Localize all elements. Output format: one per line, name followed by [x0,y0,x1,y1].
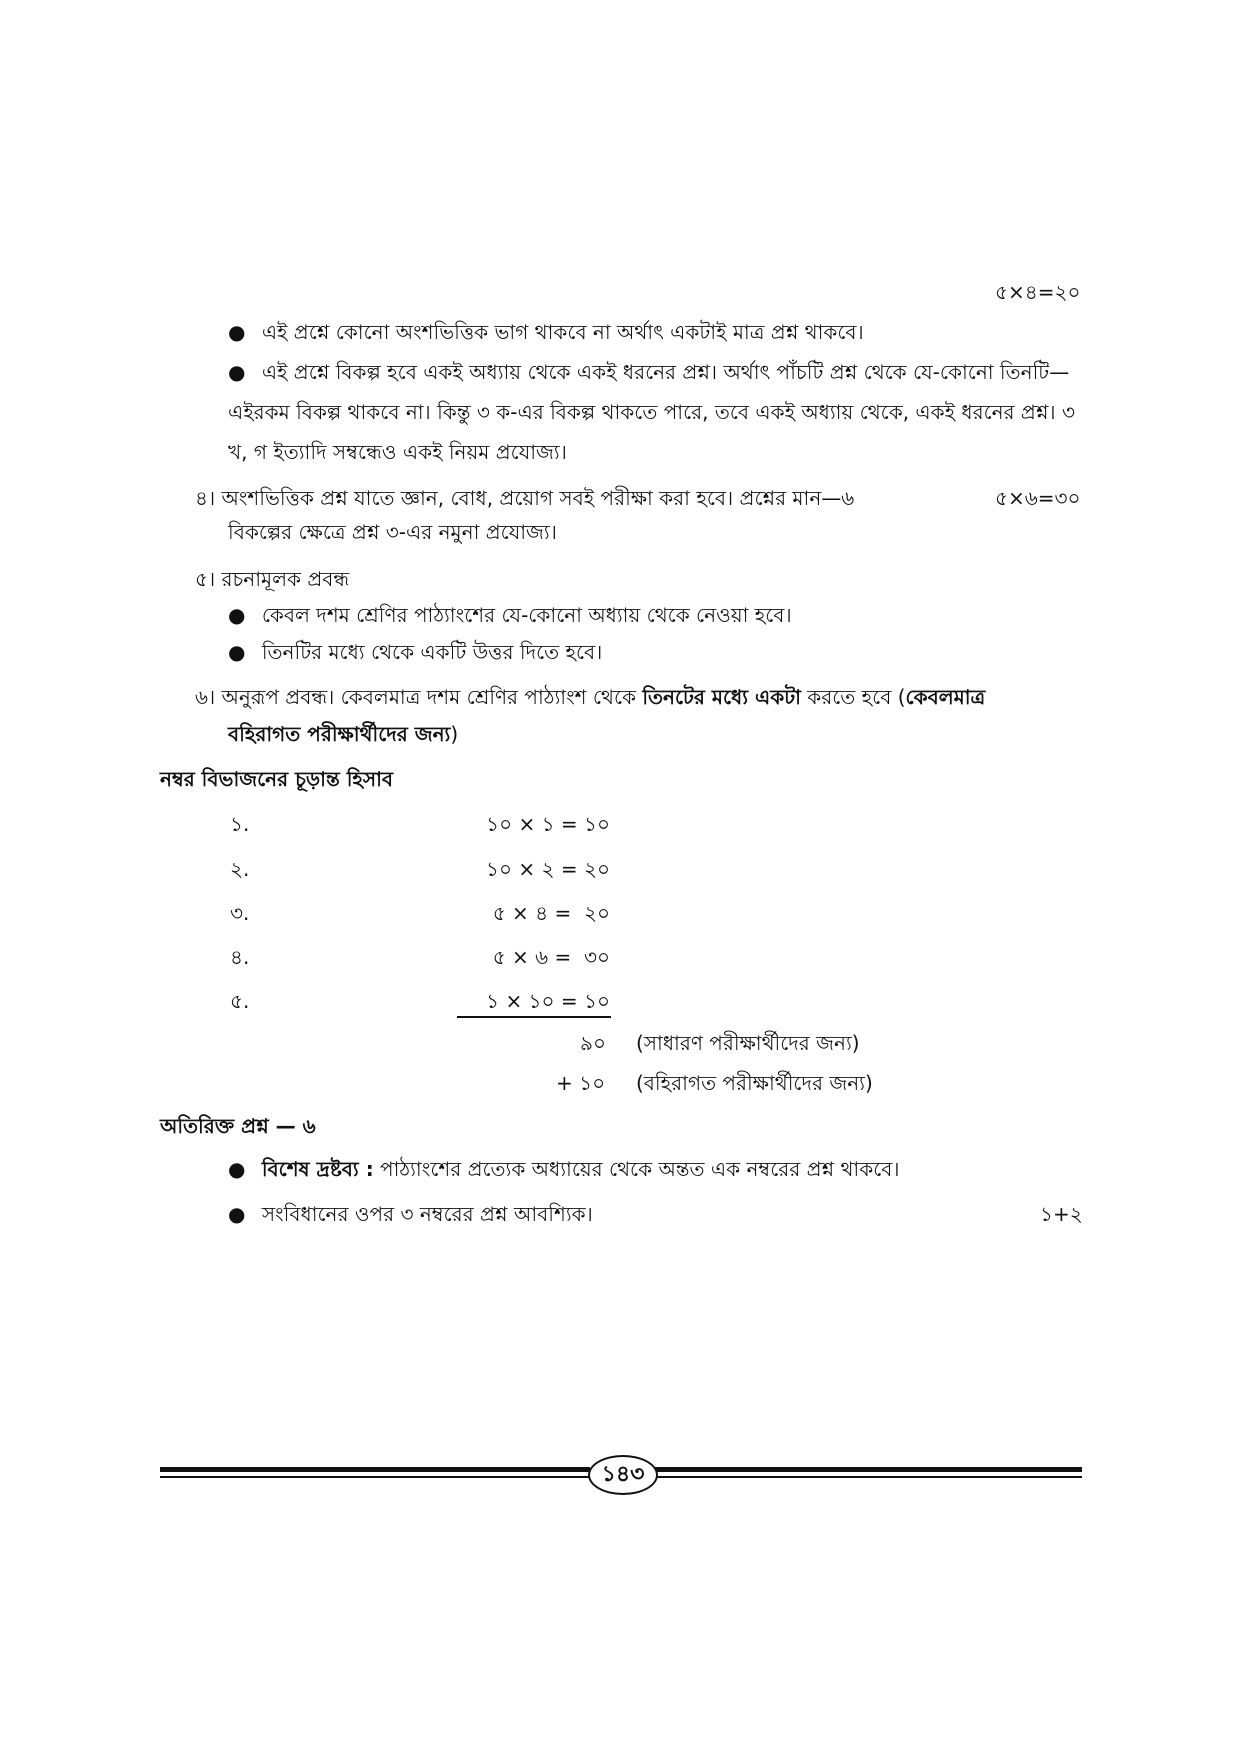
q5-heading: ৫। রচনামূলক প্রবন্ধ [195,567,350,591]
q6-part-2: করতে হবে ( [800,685,906,709]
extra-bullet-2 [228,1200,593,1233]
q5-bullet-2 [228,638,602,671]
footer-rule-left-thin [160,1476,590,1478]
q3-marks: ৫×৪=২০ [995,280,1081,304]
q5-bullet-2-text: তিনটির মধ্যে থেকে একটি উত্তর দিতে হবে। [261,640,603,664]
page-number [588,1455,658,1495]
q6-line-2 [228,720,458,753]
q6-line-1 [195,683,985,716]
q3-bullet-2-text: এই প্রশ্নে বিকল্প হবে একই অধ্যায় থেকে একই ধরনের প্রশ্ন। অর্থাৎ পাঁচটি প্রশ্ন থেকে যে-কোনো তিনটি—এইরকম বিকল্প থাকবে না। কিন্তু ৩ ক-এর বিকল্প থাকতে পারে, তবে একই অধ্যায় থেকে, একই ধরনের প্রশ্ন। ৩ খ, গ ইত্যাদি সম্বন্ধেও একই নিয়ম প্রযোজ্য। [228,360,1075,464]
distribution-row-2-expr: ১০ × ২ = ২০ [486,857,610,881]
extra-label: (বহিরাগত পরীক্ষার্থীদের জন্য) [636,1071,873,1095]
footer-rule-right-thin [652,1476,1082,1478]
extra-note-label: বিশেষ দ্রষ্টব্য : [261,1157,374,1181]
q4-line-1: ৪। অংশভিত্তিক প্রশ্ন যাতে জ্ঞান, বোধ, প্রয়োগ সবই পরীক্ষা করা হবে। প্রশ্নের মান—৬ [195,486,855,510]
sum-rule [457,1016,611,1018]
extra-heading: অতিরিক্ত প্রশ্ন — ৬ [160,1114,316,1138]
distribution-row-4-num: ৪. [230,945,250,969]
extra-marks: ১+২ [1040,1202,1083,1226]
q4-marks: ৫×৬=৩০ [995,486,1081,510]
q6-part-1: ৬। অনুরূপ প্রবন্ধ। কেবলমাত্র দশম শ্রেণির পাঠ্যাংশ থেকে [195,685,643,709]
q5-bullet-1-text: কেবল দশম শ্রেণির পাঠ্যাংশের যে-কোনো অধ্যায় থেকে নেওয়া হবে। [261,603,792,627]
q4-line-2: বিকল্পের ক্ষেত্রে প্রশ্ন ৩-এর নমুনা প্রযোজ্য। [228,520,557,544]
distribution-heading: নম্বর বিভাজনের চূড়ান্ত হিসাব [160,767,394,791]
distribution-row-2-num: ২. [230,857,250,881]
distribution-row-3-expr: ৫ × ৪ = ২০ [492,901,610,925]
total-label: (সাধারণ পরীক্ষার্থীদের জন্য) [636,1031,860,1055]
q3-bullet-1-text: এই প্রশ্নে কোনো অংশভিত্তিক ভাগ থাকবে না অর্থাৎ একটাই মাত্র প্রশ্ন থাকবে। [261,320,864,344]
q3-bullet-1 [228,318,864,351]
distribution-row-1-num: ১. [230,812,250,836]
q6-bold-3: বহিরাগত পরীক্ষার্থীদের জন্য [228,722,451,746]
distribution-row-4-expr: ৫ × ৬ = ৩০ [492,945,610,969]
total-value: ৯০ [580,1031,606,1055]
distribution-row-3-num: ৩. [230,901,250,925]
distribution-row-5-expr: ১ × ১০ = ১০ [486,989,610,1013]
extra-note-text: পাঠ্যাংশের প্রত্যেক অধ্যায়ের থেকে অন্তত এক নম্বরের প্রশ্ন থাকবে। [373,1157,900,1181]
distribution-row-5-num: ৫. [230,989,250,1013]
footer-rule-right [652,1467,1082,1472]
extra-bullet-2-text: সংবিধানের ওপর ৩ নম্বরের প্রশ্ন আবশ্যিক। [261,1202,593,1226]
distribution-row-1-expr: ১০ × ১ = ১০ [486,812,610,836]
q6-bold-2: কেবলমাত্র [905,685,986,709]
page-number-text: ১৪৩ [601,1461,645,1487]
extra-value: + ১০ [556,1071,606,1095]
q5-bullet-1 [228,601,792,634]
extra-note [228,1155,900,1188]
footer-rule-left [160,1467,590,1472]
q6-bold-1: তিনটের মধ্যে একটা [642,685,801,709]
q6-part-3: ) [450,722,459,746]
q3-bullet-2 [228,352,1083,472]
